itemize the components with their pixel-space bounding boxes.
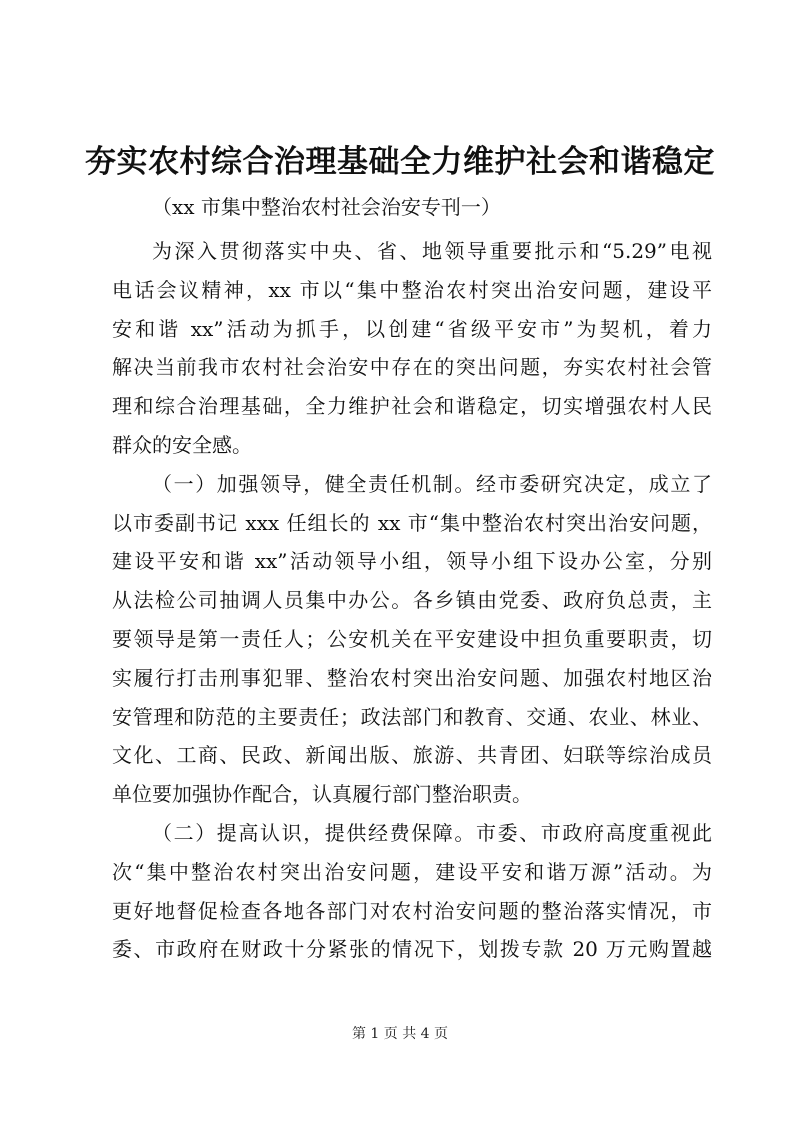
text-line: 文化、工商、民政、新闻出版、旅游、共青团、妇联等综治成员 bbox=[112, 743, 712, 768]
text-line: 要领导是第一责任人；公安机关在平安建设中担负重要职责，切 bbox=[112, 626, 712, 651]
text-line: （二）提高认识，提供经费保障。市委、市政府高度重视此 bbox=[152, 820, 712, 845]
text-line: 电话会议精神，xx 市以“集中整治农村突出治安问题，建设平 bbox=[112, 277, 712, 302]
text-line: 理和综合治理基础，全力维护社会和谐稳定，切实增强农村人民 bbox=[112, 394, 712, 419]
document-body bbox=[112, 232, 712, 969]
paragraph-intro bbox=[112, 232, 712, 465]
text-line: 建设平安和谐 xx”活动领导小组，领导小组下设办公室，分别 bbox=[112, 549, 712, 574]
text-line: 解决当前我市农村社会治安中存在的突出问题，夯实农村社会管 bbox=[112, 355, 712, 380]
paragraph-section-2 bbox=[112, 814, 712, 969]
text-line: 实履行打击刑事犯罪、整治农村突出治安问题、加强农村地区治 bbox=[112, 665, 712, 690]
text-line: 安和谐 xx”活动为抓手，以创建“省级平安市”为契机，着力 bbox=[112, 316, 712, 341]
paragraph-section-1 bbox=[112, 465, 712, 814]
text-line: （一）加强领导，健全责任机制。经市委研究决定，成立了 bbox=[152, 471, 712, 496]
document-title: 夯实农村综合治理基础全力维护社会和谐稳定 bbox=[85, 144, 715, 180]
text-line: 群众的安全感。 bbox=[112, 432, 252, 457]
text-line: 从法检公司抽调人员集中办公。各乡镇由党委、政府负总责，主 bbox=[112, 588, 712, 613]
text-line: 委、市政府在财政十分紧张的情况下，划拨专款 20 万元购置越 bbox=[112, 937, 712, 962]
text-line: 更好地督促检查各地各部门对农村治安问题的整治落实情况，市 bbox=[112, 898, 712, 923]
text-line: 单位要加强协作配合，认真履行部门整治职责。 bbox=[112, 782, 532, 807]
text-line: 以市委副书记 xxx 任组长的 xx 市“集中整治农村突出治安问题， bbox=[112, 510, 712, 535]
text-line: 安管理和防范的主要责任；政法部门和教育、交通、农业、林业、 bbox=[112, 704, 712, 729]
document-subtitle: （xx 市集中整治农村社会治安专刊一） bbox=[152, 195, 501, 219]
text-line: 为深入贯彻落实中央、省、地领导重要批示和“5.29”电视 bbox=[152, 239, 712, 263]
text-line: 次“集中整治农村突出治安问题，建设平安和谐万源”活动。为 bbox=[112, 859, 712, 884]
page-number: 第 1 页 共 4 页 bbox=[351, 1026, 449, 1042]
